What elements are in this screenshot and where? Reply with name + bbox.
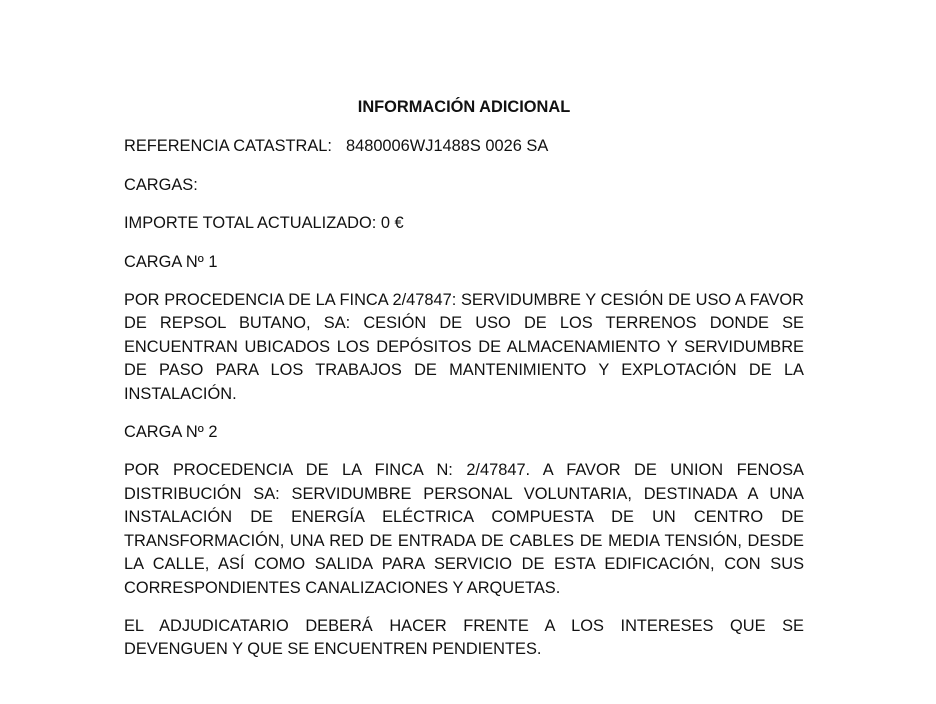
adjudicatario-text: EL ADJUDICATARIO DEBERÁ HACER FRENTE A LOS INTERESES QUE SE DEVENGUEN Y QUE SE ENCUENTREN PENDIENTES. bbox=[124, 616, 804, 659]
carga-2-text: POR PROCEDENCIA DE LA FINCA N: 2/47847. A FAVOR DE UNION FENOSA DISTRIBUCIÓN SA: SERVIDUMBRE PERSONAL VOLUNTARIA, DESTINADA A UNA INSTALACIÓN DE ENERGÍA ELÉCTRICA COMPUESTA DE UN CENTRO DE TRANSFORMACIÓN, UNA RED DE ENTRADA DE CABLES DE MEDIA TENSIÓN, DESDE LA CALLE, ASÍ COMO SALIDA PARA SERVICIO DE ESTA EDIFICACIÓN, CON SUS CORRESPONDIENTES CANALIZACIONES Y ARQUETAS. bbox=[124, 461, 804, 597]
carga-2-heading: CARGA Nº 2 bbox=[124, 423, 218, 442]
cargas-label: CARGAS: bbox=[124, 175, 198, 194]
referencia-catastral-label: REFERENCIA CATASTRAL: bbox=[124, 137, 332, 156]
carga-1-text: POR PROCEDENCIA DE LA FINCA 2/47847: SERVIDUMBRE Y CESIÓN DE USO A FAVOR DE REPSOL BUTANO, SA: CESIÓN DE USO DE LOS TERRENOS DONDE SE ENCUENTRAN UBICADOS LOS DEPÓSITOS DE ALMACENAMIENTO Y SERVIDUMBRE DE PASO PARA LOS TRABAJOS DE MANTENIMIENTO Y EXPLOTACIÓN DE LA INSTALACIÓN. bbox=[124, 291, 804, 403]
referencia-catastral-row bbox=[124, 135, 804, 158]
importe-total: IMPORTE TOTAL ACTUALIZADO: 0 € bbox=[124, 214, 404, 233]
carga-1-heading: CARGA Nº 1 bbox=[124, 252, 218, 271]
referencia-catastral-value: 8480006WJ1488S 0026 SA bbox=[345, 137, 549, 156]
document-title: INFORMACIÓN ADICIONAL bbox=[357, 98, 571, 116]
document-page bbox=[124, 96, 804, 677]
